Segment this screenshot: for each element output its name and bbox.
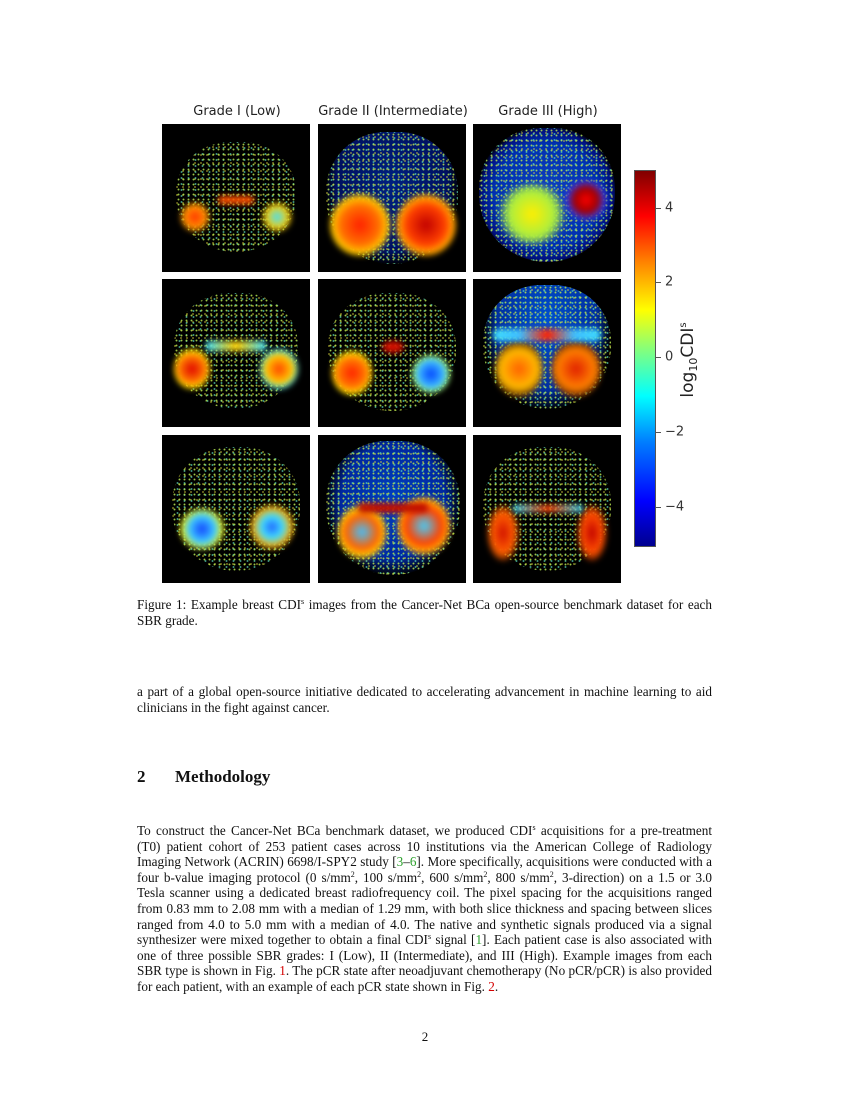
paragraph-methodology: To construct the Cancer-Net BCa benchmark dataset, we produced CDI$^s$ acquisitions for a pre-treatment (T0) patient cohort of 253 patient cases across 10 institutions via the American College of Radiology Imaging Network (ACRIN) 6698/I-SPY2 study [3–6]. More specifically, acquisitions were conducted with a four b-value imaging protocol (0 $s/mm^2$, 100 $s/mm^2$, 600 $s/mm^2$, 800 $s/mm^2$, 3-direction) on a 1.5 or 3.0 Tesla scanner using a dedicated breast radiofrequency coil. The pixel spacing for the acquisitions ranged from 0.83 mm to 2.08 mm with a median of 1.29 mm, with both slice thickness and spacing between slices ranged from 4.0 to 5.0 mm with a median of 4.0. The native and synthetic signals produced via a signal synthesizer were mixed together to obtain a final CDI$^s$ signal [1]. Each patient case is also associated with one of three possible SBR grades: I (Low), II (Intermediate), and III (High). Example images from each SBR type is shown in Fig. 1. The pCR state after neoadjuvant chemotherapy (No pCR/pCR) is also provided for each patient, with an example of each pCR state shown in Fig. 2. bbox=[137, 823, 713, 994]
colorbar-tick-label: 2 bbox=[665, 274, 674, 290]
mri-panel-r2-c2 bbox=[318, 279, 466, 427]
citation-link[interactable]: 3 bbox=[396, 854, 404, 870]
citation-link[interactable]: 1 bbox=[475, 932, 483, 948]
figure-ref-link[interactable]: 2 bbox=[488, 978, 495, 994]
colorbar-tick-label: −2 bbox=[665, 424, 685, 440]
colorbar-tick bbox=[655, 208, 661, 209]
mri-panel-r1-c1 bbox=[162, 124, 310, 272]
colorbar-tick-label: 4 bbox=[665, 200, 674, 216]
paragraph-intro-continuation: a part of a global open-source initiative dedicated to accelerating advancement in machine learning to aid clinicians in the fight against cancer. bbox=[137, 684, 712, 715]
mri-panel-r2-c3 bbox=[473, 279, 621, 427]
figure-1 bbox=[160, 100, 720, 590]
colorbar-label: $\log_{10}CDI^s$ bbox=[677, 322, 701, 398]
mri-panel-r1-c3 bbox=[473, 124, 621, 272]
mri-panel-r2-c1 bbox=[162, 279, 310, 427]
section-title: Methodology bbox=[175, 767, 271, 786]
figure-ref-link[interactable]: 1 bbox=[279, 963, 286, 979]
column-title-grade-1: Grade I (Low) bbox=[193, 104, 281, 119]
mri-panel-r3-c3 bbox=[473, 435, 621, 583]
mri-panel-r1-c2 bbox=[318, 124, 466, 272]
mri-panel-r3-c1 bbox=[162, 435, 310, 583]
colorbar-tick bbox=[655, 357, 661, 358]
column-title-grade-2: Grade II (Intermediate) bbox=[318, 104, 468, 119]
section-heading bbox=[137, 767, 270, 787]
colorbar-gradient bbox=[634, 170, 656, 547]
colorbar-tick-label: −4 bbox=[665, 499, 685, 515]
colorbar-tick bbox=[655, 507, 661, 508]
colorbar-tick bbox=[655, 432, 661, 433]
section-number: 2 bbox=[137, 767, 146, 786]
citation-link[interactable]: 6 bbox=[409, 854, 417, 870]
column-title-grade-3: Grade III (High) bbox=[498, 104, 598, 119]
figure-caption: Figure 1: Example breast CDI$^s$ images from the Cancer-Net BCa open-source benchmark dataset for each SBR grade. bbox=[137, 597, 712, 628]
mri-panel-r3-c2 bbox=[318, 435, 466, 583]
page-number: 2 bbox=[421, 1029, 429, 1044]
colorbar-tick-label: 0 bbox=[665, 349, 674, 365]
colorbar-tick bbox=[655, 282, 661, 283]
